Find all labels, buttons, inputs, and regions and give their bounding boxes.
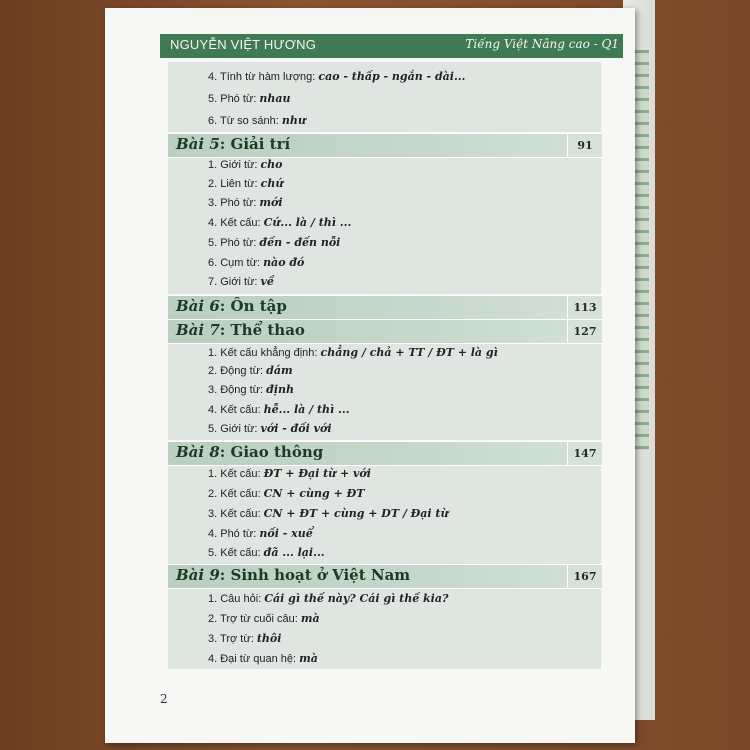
page-number: 2	[160, 692, 168, 706]
lesson-title: Bài 7: Thể thao	[176, 321, 305, 339]
list-item: 6. Cụm từ: nào đó	[208, 256, 305, 269]
page-col-top	[569, 62, 601, 132]
lesson-row-9[interactable]	[168, 564, 602, 589]
lesson-title: Bài 9: Sinh hoạt ở Việt Nam	[176, 566, 411, 584]
list-item: 2. Động từ: dám	[208, 364, 293, 377]
author-name: NGUYỄN VIỆT HƯƠNG	[170, 37, 317, 52]
list-item: 3. Kết cấu: CN + ĐT + cùng + DT / Đại từ	[208, 507, 449, 520]
list-item: 3. Động từ: định	[208, 383, 294, 396]
list-item: 1. Câu hỏi: Cái gì thế này? Cái gì thế kia?	[208, 592, 449, 605]
list-item: 2. Liên từ: chứ	[208, 177, 284, 190]
lesson-row-6[interactable]	[168, 295, 602, 320]
list-item: 7. Giới từ: về	[208, 275, 274, 288]
lesson-title: Bài 8: Giao thông	[176, 443, 324, 461]
lesson-page-number: 113	[567, 296, 602, 319]
list-item: 4. Kết cấu: hễ... là / thì ...	[208, 403, 350, 416]
list-item: 1. Kết cấu khẳng định: chẳng / chả + TT / ĐT + là gì	[208, 346, 498, 359]
list-item: 5. Phó từ: nhau	[208, 92, 291, 105]
list-item: 4. Phó từ: nối - xuể	[208, 527, 313, 540]
lesson-row-7[interactable]	[168, 319, 602, 344]
list-item: 4. Đại từ quan hệ: mà	[208, 652, 318, 665]
list-item: 2. Trợ từ cuối câu: mà	[208, 612, 320, 625]
page-col-lesson8	[569, 464, 601, 564]
running-title: Tiếng Việt Nâng cao - Q1	[465, 37, 619, 51]
lesson-page-number: 147	[567, 442, 602, 465]
lesson-row-5[interactable]	[168, 133, 602, 158]
list-item: 5. Kết cấu: đã ... lại...	[208, 546, 325, 559]
lesson-row-8[interactable]	[168, 441, 602, 466]
list-item: 2. Kết cấu: CN + cùng + ĐT	[208, 487, 365, 500]
lesson-title: Bài 6: Ôn tập	[176, 297, 287, 315]
page-col-lesson9	[569, 587, 601, 669]
page-col-lesson7	[569, 342, 601, 440]
list-item: 4. Kết cấu: Cứ... là / thì ...	[208, 216, 352, 229]
lesson-page-number: 127	[567, 320, 602, 343]
page-header	[160, 34, 623, 58]
lesson-title: Bài 5: Giải trí	[176, 135, 291, 153]
list-item: 6. Từ so sánh: như	[208, 114, 306, 127]
page-col-lesson5	[569, 156, 601, 294]
list-item: 1. Giới từ: cho	[208, 158, 283, 171]
list-item: 5. Phó từ: đến - đến nỗi	[208, 236, 341, 249]
list-item: 3. Trợ từ: thôi	[208, 632, 282, 645]
list-item: 5. Giới từ: với - đối với	[208, 422, 332, 435]
list-item: 3. Phó từ: mới	[208, 196, 283, 209]
lesson-page-number: 91	[567, 134, 602, 157]
list-item: 4. Tính từ hàm lượng: cao - thấp - ngắn - dài...	[208, 70, 466, 83]
lesson-page-number: 167	[567, 565, 602, 588]
list-item: 1. Kết cấu: ĐT + Đại từ + với	[208, 467, 371, 480]
